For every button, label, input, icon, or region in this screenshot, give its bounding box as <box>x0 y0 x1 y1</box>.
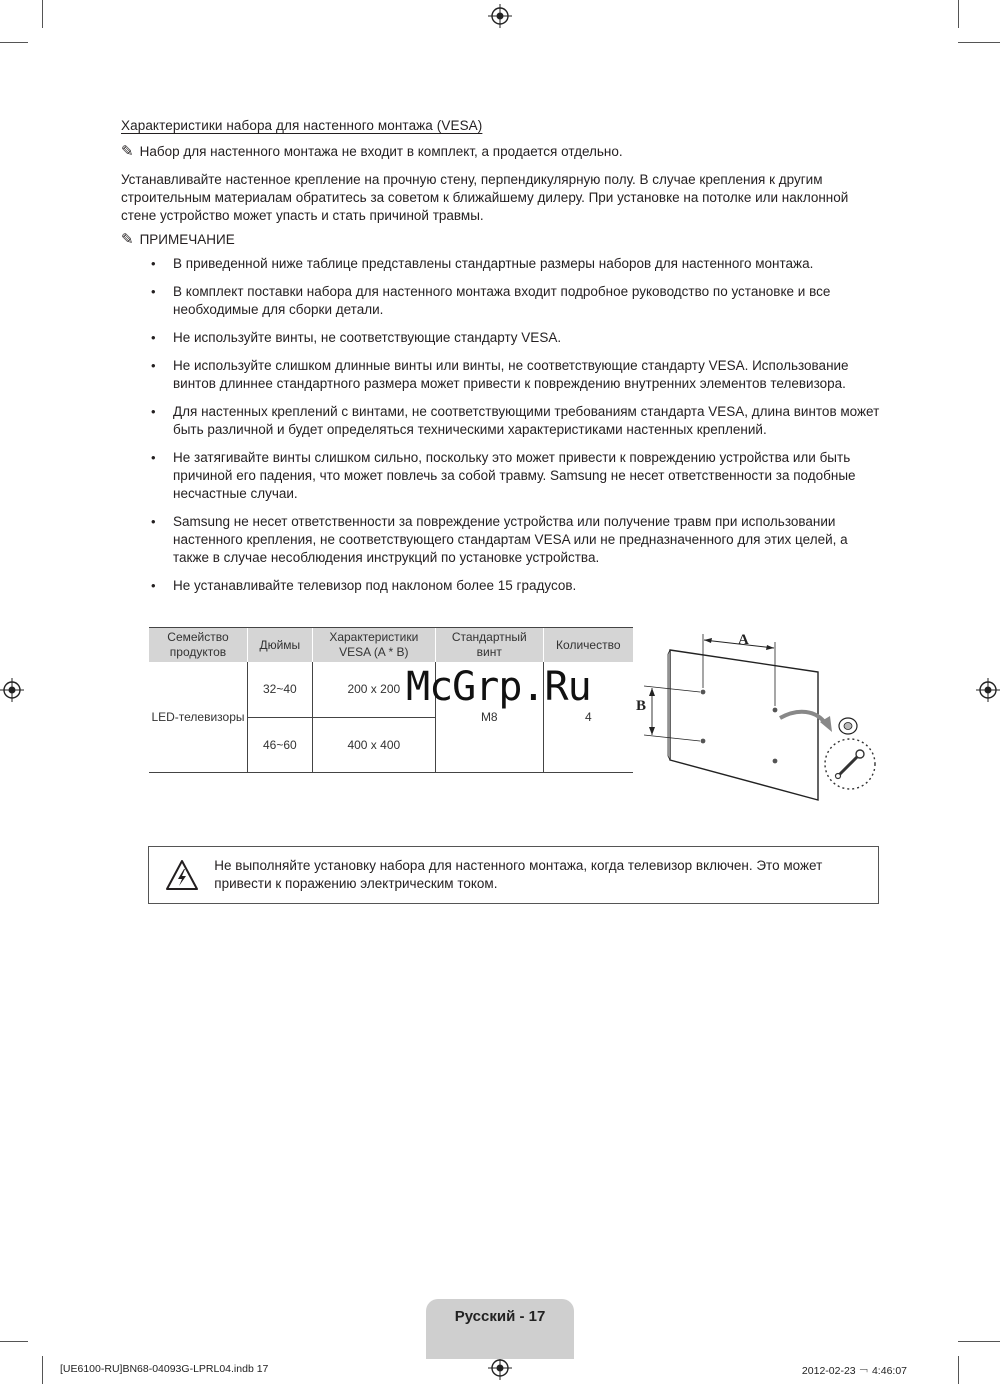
vesa-section <box>121 118 881 605</box>
inches-cell: 46~60 <box>248 717 313 772</box>
tv-wall-mount-diagram <box>628 620 888 810</box>
registration-mark-icon <box>488 1356 512 1380</box>
vesa-cell: 200 x 200 <box>312 662 435 717</box>
note-bullet-list <box>121 255 881 595</box>
sold-separately-text: Набор для настенного монтажа не входит в комплект, а продается отдельно. <box>139 144 623 159</box>
list-item: • В комплект поставки набора для настенного монтажа входит подробное руководство по установке и все необходимые для сборки детали. <box>121 283 881 319</box>
warning-box <box>148 846 879 904</box>
crop-mark <box>958 0 959 28</box>
dimension-label-a: A <box>738 632 749 648</box>
crop-mark <box>958 42 1000 43</box>
electric-shock-warning-icon <box>149 859 214 891</box>
note-heading-text: ПРИМЕЧАНИЕ <box>139 232 235 247</box>
header-inches: Дюймы <box>248 628 313 663</box>
mount-hole <box>701 690 706 695</box>
crop-mark <box>0 42 28 43</box>
registration-mark-icon <box>976 678 1000 702</box>
inches-cell: 32~40 <box>248 662 313 717</box>
crop-mark <box>958 1356 959 1384</box>
quantity-cell: 4 <box>543 662 633 772</box>
dimension-label-b: B <box>636 698 647 714</box>
page-number-tab <box>426 1299 574 1359</box>
mount-hole <box>773 759 778 764</box>
list-item: • В приведенной ниже таблице представлены стандартные размеры наборов для настенного монтажа. <box>121 255 881 273</box>
list-item: • Не затягивайте винты слишком сильно, поскольку это может привести к повреждению устройства или быть причиной его падения, что может повлечь за собой травму. Samsung не несет ответственности за подобные несчастные случаи. <box>121 449 881 503</box>
crop-mark <box>0 1341 28 1342</box>
header-quantity: Количество <box>543 628 633 663</box>
note-heading <box>121 231 881 249</box>
mount-hole <box>773 708 778 713</box>
list-item: • Для настенных креплений с винтами, не соответствующими требованиям стандарта VESA, длина винтов может быть различной и будет определяться техническими характеристиками настенных креплений. <box>121 403 881 439</box>
page-number: Русский - 17 <box>454 1308 546 1325</box>
vesa-cell: 400 x 400 <box>312 717 435 772</box>
list-item: • Не используйте винты, не соответствующие стандарту VESA. <box>121 329 881 347</box>
header-family: Семейство продуктов <box>149 628 248 663</box>
list-item: • Samsung не несет ответственности за повреждение устройства или получение травм при использовании настенного крепления, не соответствующего стандартам VESA или не предназначенного для этих целей, а также в случае несоблюдения инструкций по установке устройства. <box>121 513 881 567</box>
header-vesa: Характеристики VESA (A * B) <box>312 628 435 663</box>
pencil-icon: ✎ <box>121 143 134 160</box>
crop-mark <box>42 1356 43 1384</box>
registration-mark-icon <box>0 678 24 702</box>
list-item: • Не устанавливайте телевизор под наклоном более 15 градусов. <box>121 577 881 595</box>
crop-mark <box>42 0 43 28</box>
sold-separately-note <box>121 143 881 161</box>
watermark: McGrp.Ru <box>406 664 591 710</box>
warning-text: Не выполняйте установку набора для настенного монтажа, когда телевизор включен. Это может привести к поражению электрическим током. <box>214 858 823 891</box>
registration-mark-icon <box>488 4 512 28</box>
section-title: Характеристики набора для настенного монтажа (VESA) <box>121 118 483 133</box>
list-item: • Не используйте слишком длинные винты или винты, не соответствующие стандарту VESA. Использование винтов длиннее стандартного размера может привести к повреждению внутренних элементов телевизора. <box>121 357 881 393</box>
crop-mark <box>958 1341 1000 1342</box>
table-header-row <box>149 628 633 663</box>
screw-cell: M8 <box>436 662 544 772</box>
mount-hole <box>701 739 706 744</box>
pencil-icon: ✎ <box>121 231 134 248</box>
footer-file-info: [UE6100-RU]BN68-04093G-LPRL04.indb 17 <box>60 1363 269 1375</box>
family-cell: LED-телевизоры <box>149 662 248 772</box>
header-screw: Стандартный винт <box>436 628 544 663</box>
install-paragraph: Устанавливайте настенное крепление на прочную стену, перпендикулярную полу. В случае крепления к другим строительным материалам обратитесь за советом к ближайшему дилеру. При установке на потолке или наклонной стене устройство может упасть и стать причиной травмы. <box>121 172 849 223</box>
footer-timestamp: 2012-02-23 ￢ 4:46:07 <box>801 1365 907 1377</box>
